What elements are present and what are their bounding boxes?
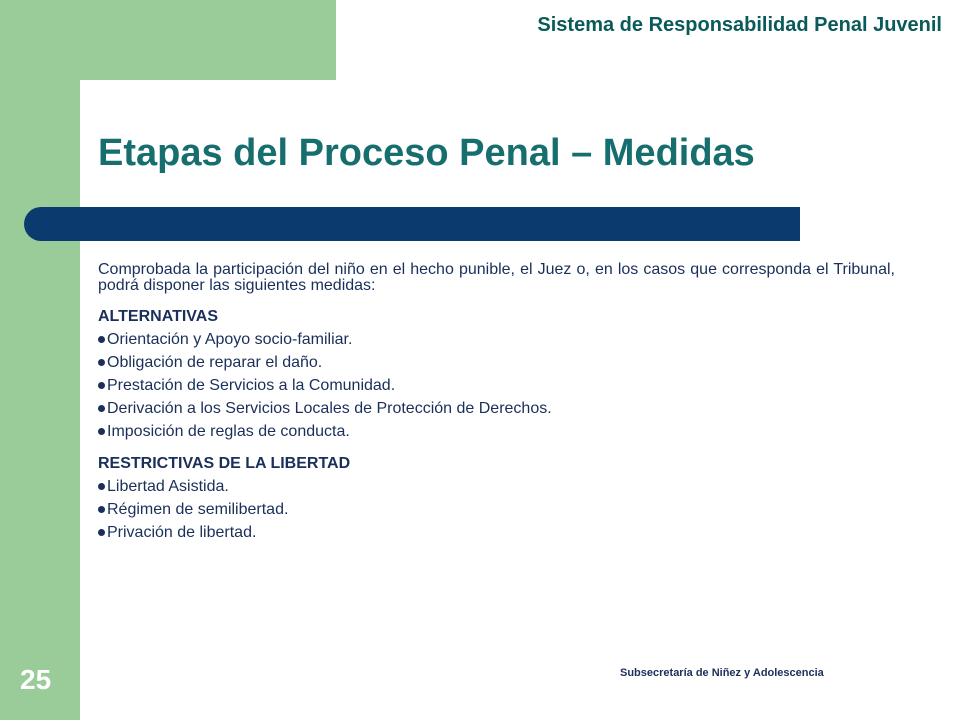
list-item <box>98 351 895 374</box>
bullet-icon <box>98 405 105 412</box>
section-alternativas <box>98 306 895 443</box>
list-item-text: Régimen de semilibertad. <box>107 501 289 518</box>
list-item-text: Derivación a los Servicios Locales de Protección de Derechos. <box>107 400 552 417</box>
list-item-text: Libertad Asistida. <box>107 478 229 495</box>
list-item <box>98 397 895 420</box>
title-underline-bar <box>24 207 800 241</box>
section-restrictivas <box>98 453 895 544</box>
slide-title: Etapas del Proceso Penal – Medidas <box>98 132 755 174</box>
left-green-band <box>0 0 80 720</box>
top-green-band <box>0 0 336 80</box>
bullet-icon <box>98 359 105 366</box>
bullet-icon <box>98 506 105 513</box>
bullet-icon <box>98 483 105 490</box>
list-item <box>98 420 895 443</box>
section-heading: RESTRICTIVAS DE LA LIBERTAD <box>98 455 351 472</box>
section-heading: ALTERNATIVAS <box>98 308 218 325</box>
bullet-icon <box>98 529 105 536</box>
list-item-text: Privación de libertad. <box>107 524 257 541</box>
list-item <box>98 475 895 498</box>
list-item-text: Orientación y Apoyo socio-familiar. <box>107 331 353 348</box>
measures-list <box>98 475 895 544</box>
list-item <box>98 498 895 521</box>
list-item-text: Imposición de reglas de conducta. <box>107 423 350 440</box>
list-item <box>98 374 895 397</box>
page-number: 25 <box>20 664 52 695</box>
measures-list <box>98 328 895 443</box>
list-item-text: Obligación de reparar el daño. <box>107 354 323 371</box>
bullet-icon <box>98 382 105 389</box>
header-title: Sistema de Responsabilidad Penal Juvenil <box>537 14 942 36</box>
bullet-icon <box>98 428 105 435</box>
list-item-text: Prestación de Servicios a la Comunidad. <box>107 377 396 394</box>
slide-content <box>98 262 895 554</box>
list-item <box>98 328 895 351</box>
list-item <box>98 521 895 544</box>
footer-organization: Subsecretaría de Niñez y Adolescencia <box>620 667 824 679</box>
bullet-icon <box>98 336 105 343</box>
intro-paragraph: Comprobada la participación del niño en el hecho punible, el Juez o, en los casos que corresponda el Tribunal, podrá disponer las siguientes medidas: <box>98 261 895 294</box>
